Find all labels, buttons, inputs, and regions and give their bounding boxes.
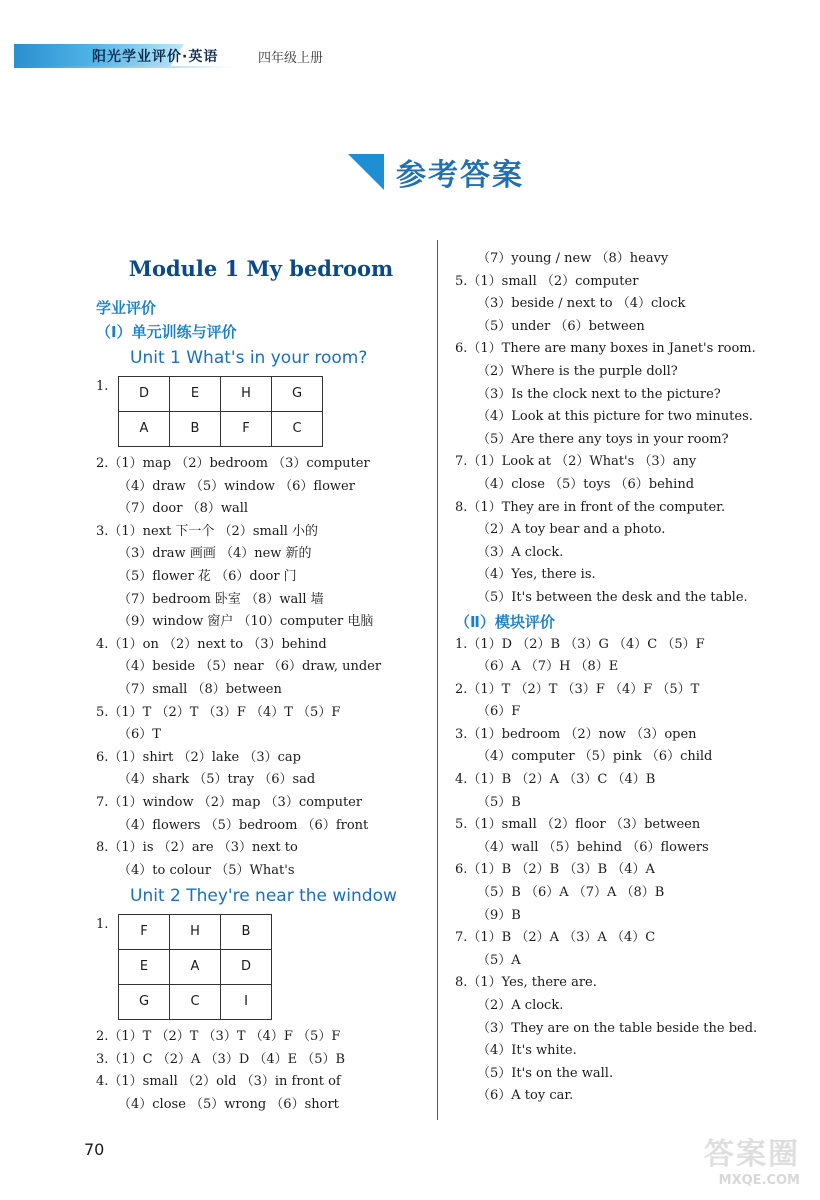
watermark xyxy=(704,1129,800,1188)
answer-line: （4）wall （5）behind （6）flowers xyxy=(477,839,709,855)
grid-cell: I xyxy=(221,985,272,1020)
grid-cell: G xyxy=(119,985,170,1020)
answer-line: 7.（1）window （2）map （3）computer xyxy=(96,794,363,810)
answer-line: （3）Is the clock next to the picture? xyxy=(477,386,721,402)
answer-line: （7）door （8）wall xyxy=(118,501,249,517)
grid-cell: C xyxy=(272,412,323,447)
grid-cell: H xyxy=(170,915,221,950)
answer-line: （7）young / new （8）heavy xyxy=(477,251,669,266)
header-subtitle: 四年级上册 xyxy=(258,51,324,66)
answer-line: （4）close （5）wrong （6）short xyxy=(118,1097,339,1113)
answer-line: （2）Where is the purple doll? xyxy=(477,363,678,379)
watermark-logo: 答案圈 xyxy=(704,1137,800,1172)
answer-line: （4）to colour （5）What's xyxy=(118,862,295,878)
answer-line: （6）T xyxy=(118,727,161,743)
left-column xyxy=(96,248,426,1117)
answer-line: 7.（1）B （2）A （3）A （4）C xyxy=(455,930,656,946)
answer-line: （6）F xyxy=(477,704,521,720)
watermark-url: MXQE.COM xyxy=(718,1173,800,1188)
question-number: 1. xyxy=(96,917,109,933)
answer-line: （2）A toy bear and a photo. xyxy=(477,522,666,538)
answer-line: 6.（1）B （2）B （3）B （4）A xyxy=(455,862,655,878)
unit-title: Unit 1 What's in your room? xyxy=(130,348,368,368)
grid-cell: H xyxy=(221,377,272,412)
answer-line: 3.（1）C （2）A （3）D （4）E （5）B xyxy=(96,1051,346,1067)
unit-title: Unit 2 They're near the window xyxy=(130,886,397,907)
answer-line: （4）shark （5）tray （6）sad xyxy=(118,772,316,788)
answer-line: 5.（1）small （2）computer xyxy=(455,273,639,289)
column-divider xyxy=(437,240,438,1120)
answer-line: （3）A clock. xyxy=(477,544,564,560)
answer-line: （4）computer （5）pink （6）child xyxy=(477,749,713,765)
answer-line: （4）It's white. xyxy=(477,1043,577,1059)
grid-row xyxy=(119,412,323,447)
answer-line: 2.（1）T （2）T （3）F （4）F （5）T xyxy=(455,681,700,697)
answer-line: （9）window 窗户 （10）computer 电脑 xyxy=(118,614,374,630)
answer-line: （3）draw 画画 （4）new 新的 xyxy=(118,546,312,562)
answer-line: 3.（1）bedroom （2）now （3）open xyxy=(455,726,697,742)
answer-line: 6.（1）shirt （2）lake （3）cap xyxy=(96,749,301,765)
answer-line: （7）small （8）between xyxy=(118,681,282,697)
grid-cell: G xyxy=(272,377,323,412)
answer-line: （7）bedroom 卧室 （8）wall 墙 xyxy=(118,591,324,607)
grid-cell: F xyxy=(221,412,272,447)
grid-cell: D xyxy=(119,377,170,412)
right-column xyxy=(455,248,785,1108)
answer-grid xyxy=(118,914,272,1020)
grid-row xyxy=(119,915,272,950)
answer-line: 3.（1）next 下一个 （2）small 小的 xyxy=(96,523,319,539)
answer-line: 2.（1）map （2）bedroom （3）computer xyxy=(96,456,370,471)
answer-line: （5）It's between the desk and the table. xyxy=(477,589,748,605)
section-heading: （Ⅱ）模块评价 xyxy=(455,612,555,631)
answer-lines xyxy=(96,1026,426,1116)
answer-line: 1.（1）D （2）B （3）G （4）C （5）F xyxy=(455,636,705,652)
answer-lines xyxy=(455,634,785,1108)
grid-cell: B xyxy=(170,412,221,447)
answer-line: （4）flowers （5）bedroom （6）front xyxy=(118,817,369,833)
answer-grid-row xyxy=(96,914,426,1020)
grid-cell: D xyxy=(221,950,272,985)
answer-line: 6.（1）There are many boxes in Janet's room. xyxy=(455,341,756,357)
page-number: 70 xyxy=(84,1140,105,1159)
answer-line: 4.（1）B （2）A （3）C （4）B xyxy=(455,772,656,788)
answer-line: （6）A （7）H （8）E xyxy=(477,659,619,675)
answer-line: 2.（1）T （2）T （3）T （4）F （5）F xyxy=(96,1029,341,1045)
grid-cell: E xyxy=(119,950,170,985)
answer-line: 4.（1）small （2）old （3）in front of xyxy=(96,1074,341,1090)
triangle-icon xyxy=(348,154,384,190)
header-title: 阳光学业评价·英语 xyxy=(92,49,219,65)
answer-line: （6）A toy car. xyxy=(477,1088,574,1104)
module-title: Module 1 My bedroom xyxy=(128,256,394,281)
grid-row xyxy=(119,950,272,985)
answer-line: 7.（1）Look at （2）What's （3）any xyxy=(455,454,697,470)
answer-line: 5.（1）small （2）floor （3）between xyxy=(455,817,701,833)
answer-line: （5）B xyxy=(477,794,521,810)
answer-grid-row xyxy=(96,376,426,447)
answer-line: （5）Are there any toys in your room? xyxy=(477,431,729,447)
answers-title xyxy=(348,150,524,194)
answer-line: （2）A clock. xyxy=(477,998,564,1013)
answer-line: （4）draw （5）window （6）flower xyxy=(118,478,355,494)
grid-row xyxy=(119,377,323,412)
section-heading: （Ⅰ）单元训练与评价 xyxy=(96,323,237,341)
grid-row xyxy=(119,985,272,1020)
answers-title-text: 参考答案 xyxy=(396,158,524,193)
grid-cell: F xyxy=(119,915,170,950)
answer-line: （9）B xyxy=(477,907,521,923)
answer-line: （3）beside / next to （4）clock xyxy=(477,296,686,312)
answer-line: （5）under （6）between xyxy=(477,318,645,334)
answer-grid xyxy=(118,376,323,447)
answer-line: （5）A xyxy=(477,952,521,968)
answer-line: （4）Look at this picture for two minutes. xyxy=(477,409,753,425)
answer-line: 4.（1）on （2）next to （3）behind xyxy=(96,636,327,652)
answer-line: 8.（1）is （2）are （3）next to xyxy=(96,840,298,856)
answer-line: （4）close （5）toys （6）behind xyxy=(477,476,695,492)
grid-cell: A xyxy=(119,412,170,447)
answer-line: 8.（1）They are in front of the computer. xyxy=(455,499,726,515)
answer-line: （5）B （6）A （7）A （8）B xyxy=(477,885,665,901)
grid-cell: A xyxy=(170,950,221,985)
answer-line: （5）flower 花 （6）door 门 xyxy=(118,568,297,584)
question-number: 1. xyxy=(96,379,109,394)
answer-lines xyxy=(96,453,426,882)
section-heading: 学业评价 xyxy=(96,299,157,317)
answer-line: （3）They are on the table beside the bed. xyxy=(477,1020,758,1036)
header-underline xyxy=(14,66,234,68)
answer-line: （5）It's on the wall. xyxy=(477,1065,614,1081)
answer-line: （4）beside （5）near （6）draw, under xyxy=(118,659,382,675)
answer-line: （4）Yes, there is. xyxy=(477,567,596,583)
answer-line: 5.（1）T （2）T （3）F （4）T （5）F xyxy=(96,704,341,720)
grid-cell: B xyxy=(221,915,272,950)
grid-cell: E xyxy=(170,377,221,412)
answer-lines xyxy=(455,248,785,610)
grid-cell: C xyxy=(170,985,221,1020)
answer-line: 8.（1）Yes, there are. xyxy=(455,975,597,991)
